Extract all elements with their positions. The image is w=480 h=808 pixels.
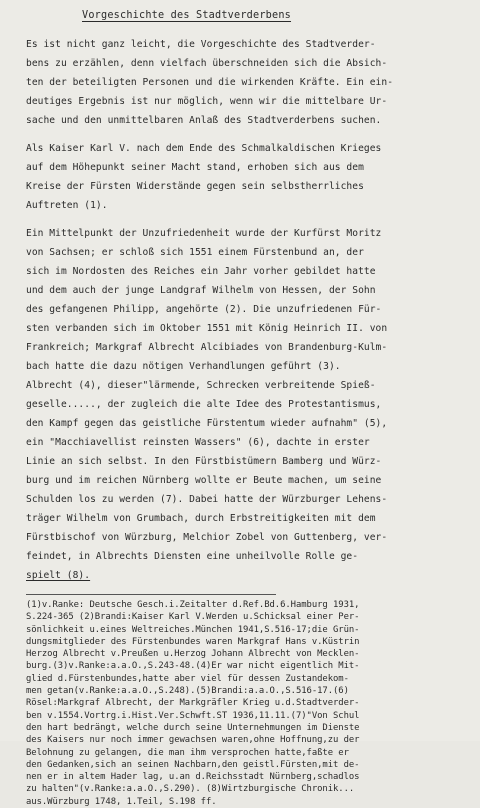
text-line: und dem auch der junge Landgraf Wilhelm von Hessen, der Sohn: [26, 285, 376, 296]
footnote-line: sönlichkeit u.eines Weltreiches.München 1941,S.516-17;die Grün-: [26, 624, 360, 635]
footnotes: [26, 599, 456, 808]
text-line: spielt (8).: [26, 570, 91, 581]
footnote-divider: [26, 594, 276, 595]
text-line: geselle....., der zugleich die alte Idee des Protestantismus,: [26, 399, 382, 410]
footnote-line: des Kaisers nur noch immer gewachsen waren,ohne Hoffnung,zu der: [26, 735, 360, 746]
footnote-line: Herzog Albrecht v.Preußen u.Herzog Johann Albrecht von Mecklen-: [26, 649, 360, 660]
text-line: ein "Macchiavellist reinsten Wassers" (6), dachte in erster: [26, 437, 370, 448]
text-line: Albrecht (4), dieser"lärmende, Schrecken verbreitende Spieß-: [26, 380, 376, 391]
text-line: Ein Mittelpunkt der Unzufriedenheit wurde der Kurfürst Moritz: [26, 228, 382, 239]
footnote-line: Rösel:Markgraf Albrecht, der Markgräfler Krieg u.d.Stadtverder-: [26, 698, 360, 709]
footnote-line: burg.(3)v.Ranke:a.a.O.,S.243-48.(4)Er war nicht eigentlich Mit-: [26, 661, 360, 672]
text-line: Fürstbischof von Würzburg, Melchior Zobel von Guttenberg, ver-: [26, 532, 388, 543]
text-line: Auftreten (1).: [26, 200, 108, 211]
text-line: des gefangenen Philipp, angehörte (2). Die unzufriedenen Für-: [26, 304, 382, 315]
footnote-line: (1)v.Ranke: Deutsche Gesch.i.Zeitalter d.Ref.Bd.6.Hamburg 1931,: [26, 600, 360, 610]
text-line: Frankreich; Markgraf Albrecht Alcibiades von Brandenburg-Kulm-: [26, 342, 388, 353]
text-line: Es ist nicht ganz leicht, die Vorgeschichte des Stadtverder-: [26, 39, 376, 50]
paragraph-2: [26, 139, 456, 215]
footnote-line: aus.Würzburg 1748, 1.Teil, S.198 ff.: [26, 796, 217, 807]
text-line: Linie an sich selbst. In den Fürstbistümern Bamberg und Würz-: [26, 456, 382, 467]
text-line: sten verbanden sich im Oktober 1551 mit König Heinrich II. von: [26, 323, 388, 334]
paragraph-3: [26, 224, 456, 585]
text-line: burg und im reichen Nürnberg wollte er Beute machen, um seine: [26, 475, 382, 486]
text-line: sache und den unmittelbaren Anlaß des Stadtverderbens suchen.: [26, 115, 382, 126]
text-line: sich im Nordosten des Reiches ein Jahr vorher gebildet hatte: [26, 266, 376, 277]
footnote-line: Belohnung zu gelangen, die man ihm versprochen hatte,faßte er: [26, 747, 349, 758]
text-line: bach hatte die dazu nötigen Verhandlungen geführt (3).: [26, 361, 341, 372]
text-line: von Sachsen; er schloß sich 1551 einem Fürstenbund an, der: [26, 247, 364, 258]
footnote-line: nen er in altem Hader lag, u.an d.Reichsstadt Nürnberg,schadlos: [26, 772, 360, 783]
footnote-line: glied d.Fürstenbundes,hatte aber viel für dessen Zustandekom-: [26, 673, 349, 684]
text-line: deutiges Ergebnis ist nur möglich, wenn wir die mittelbare Ur-: [26, 96, 388, 107]
text-line: auf dem Höhepunkt seiner Macht stand, erhoben sich aus dem: [26, 162, 364, 173]
footnote-line: zu halten"(v.Ranke:a.a.O.,S.290). (8)Wirtzburgische Chronik...: [26, 784, 355, 795]
text-line: Als Kaiser Karl V. nach dem Ende des Schmalkaldischen Krieges: [26, 143, 382, 154]
footnote-line: men getan(v.Ranke:a.a.O.,S.248).(5)Brandi:a.a.O.,S.516-17.(6): [26, 686, 349, 697]
text-line: bens zu erzählen, denn vielfach überschneiden sich die Absich-: [26, 58, 388, 69]
text-line: Schulden los zu werden (7). Dabei hatte der Würzburger Lehens-: [26, 494, 388, 505]
text-line: Kreise der Fürsten Widerstände gegen sein selbstherrliches: [26, 181, 364, 192]
text-line: den Kampf gegen das geistliche Fürstentum wieder aufnahm" (5),: [26, 418, 388, 429]
footnote-line: S.224-365 (2)Brandi:Kaiser Karl V.Werden u.Schicksal einer Per-: [26, 612, 360, 623]
page-title: Vorgeschichte des Stadtverderbens: [82, 10, 292, 21]
footnote-line: den Gedanken,sich an seinen Nachbarn,den geistl.Fürsten,mit de-: [26, 759, 360, 770]
text-line: träger Wilhelm von Grumbach, durch Erbstreitigkeiten mit dem: [26, 513, 376, 524]
paragraph-1: [26, 35, 456, 130]
footnote-line: ben v.1554.Vortrg.i.Hist.Ver.Schwft.ST 1936,11.11.(7)"Von Schul: [26, 710, 360, 721]
footnote-line: den hart bedrängt, welche durch seine Unternehmungen im Dienste: [26, 722, 360, 733]
text-line: feindet, in Albrechts Diensten eine unheilvolle Rolle ge-: [26, 551, 359, 562]
footnote-line: dungsmitglieder des Fürstenbundes waren Markgraf Hans v.Küstrin: [26, 636, 360, 647]
text-line: ten der beteiligten Personen und die wirkenden Kräfte. Ein ein-: [26, 77, 394, 88]
